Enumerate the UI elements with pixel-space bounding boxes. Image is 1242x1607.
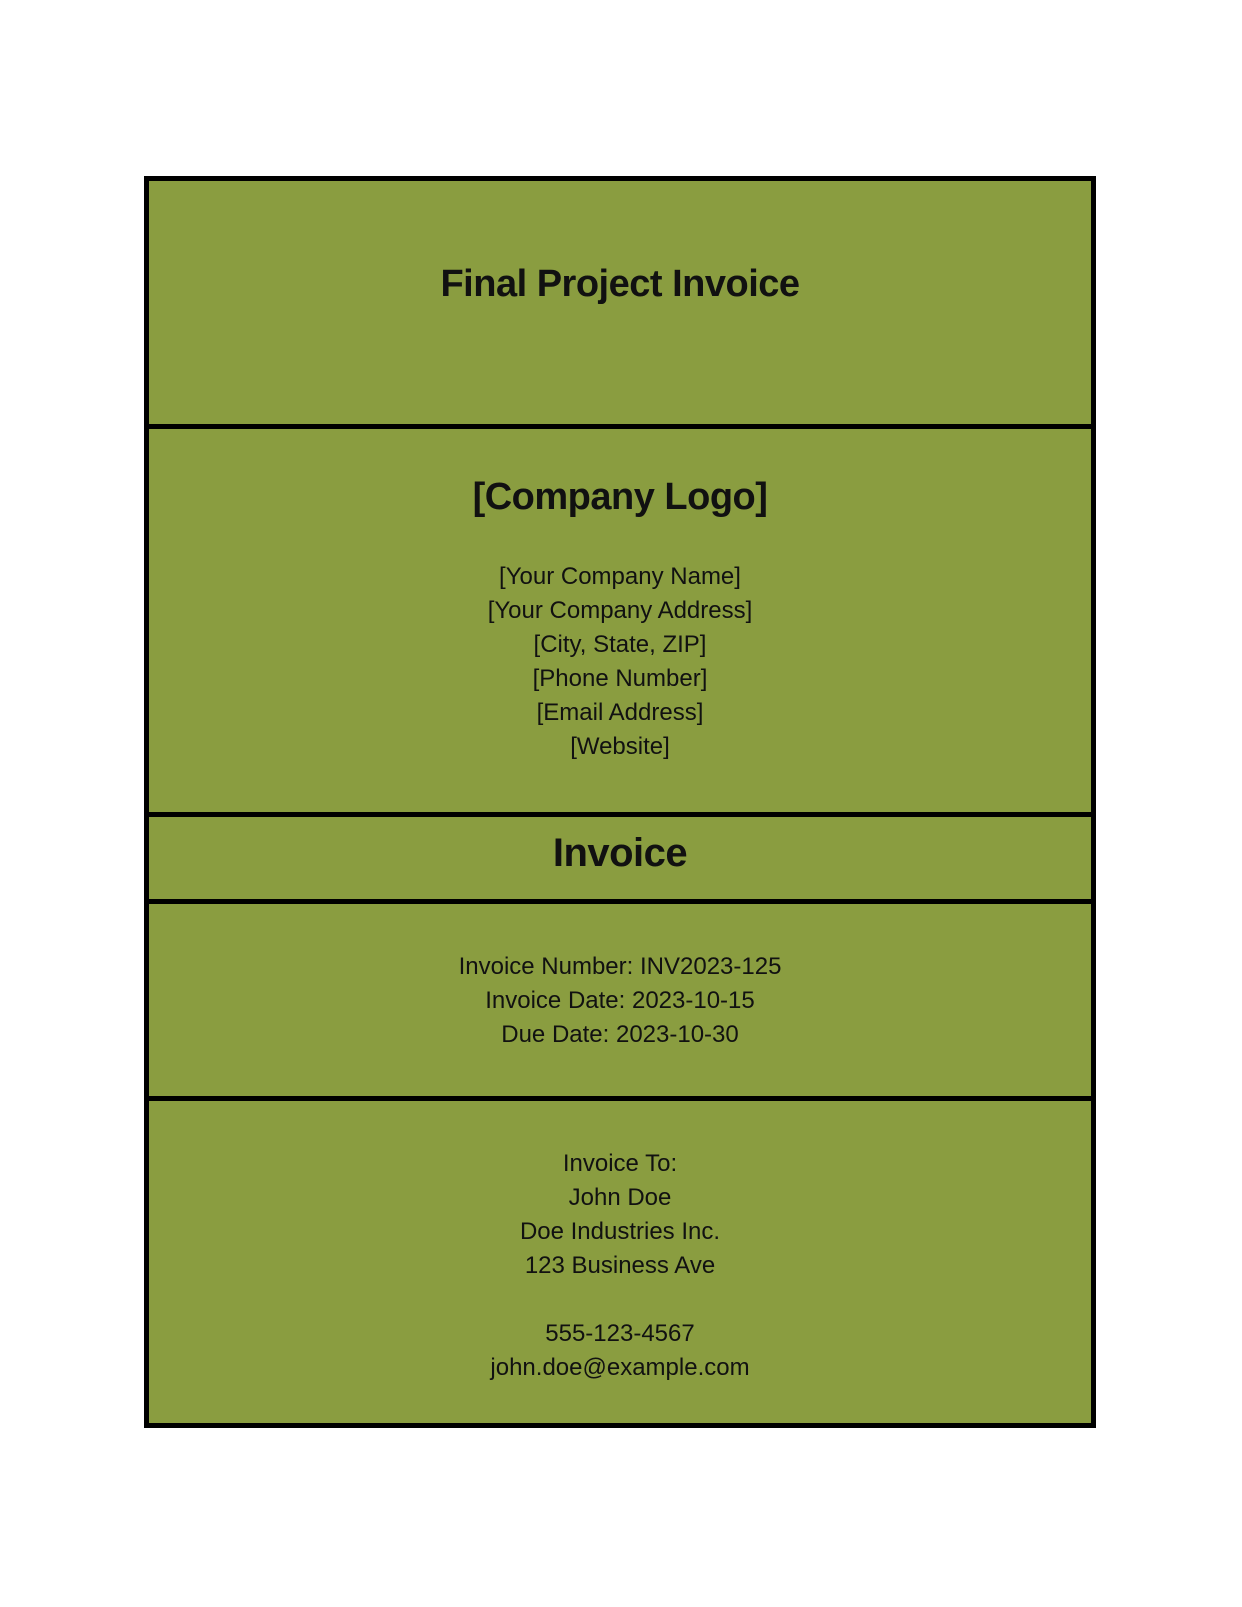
company-city-state-zip: [City, State, ZIP] — [533, 631, 707, 658]
bill-to-label: Invoice To: — [562, 1150, 678, 1177]
company-website: [Website] — [570, 733, 670, 760]
company-phone: [Phone Number] — [532, 665, 708, 692]
invoice-heading-section — [149, 817, 1091, 904]
invoice-details-section — [149, 904, 1091, 1101]
client-email: john.doe@example.com — [490, 1354, 750, 1381]
company-info — [149, 560, 1091, 764]
client-address: 123 Business Ave — [524, 1252, 716, 1279]
invoice-due-date: Due Date: 2023-10-30 — [501, 1021, 739, 1048]
company-address: [Your Company Address] — [487, 597, 753, 624]
invoice-heading: Invoice — [552, 831, 688, 875]
bill-to-section — [149, 1101, 1091, 1423]
company-name: [Your Company Name] — [499, 563, 741, 590]
invoice-document — [144, 176, 1096, 1428]
client-phone: 555-123-4567 — [545, 1320, 695, 1347]
title-section — [149, 181, 1091, 429]
company-logo-placeholder: [Company Logo] — [472, 476, 768, 518]
company-section — [149, 429, 1091, 817]
invoice-details — [149, 950, 1091, 1052]
client-company: Doe Industries Inc. — [519, 1218, 721, 1245]
client-name: John Doe — [568, 1184, 672, 1211]
blank-line — [149, 1283, 1091, 1317]
invoice-number: Invoice Number: INV2023-125 — [458, 953, 782, 980]
invoice-date: Invoice Date: 2023-10-15 — [485, 987, 755, 1014]
document-title: Final Project Invoice — [440, 263, 800, 305]
company-email: [Email Address] — [536, 699, 704, 726]
bill-to-info — [149, 1147, 1091, 1385]
